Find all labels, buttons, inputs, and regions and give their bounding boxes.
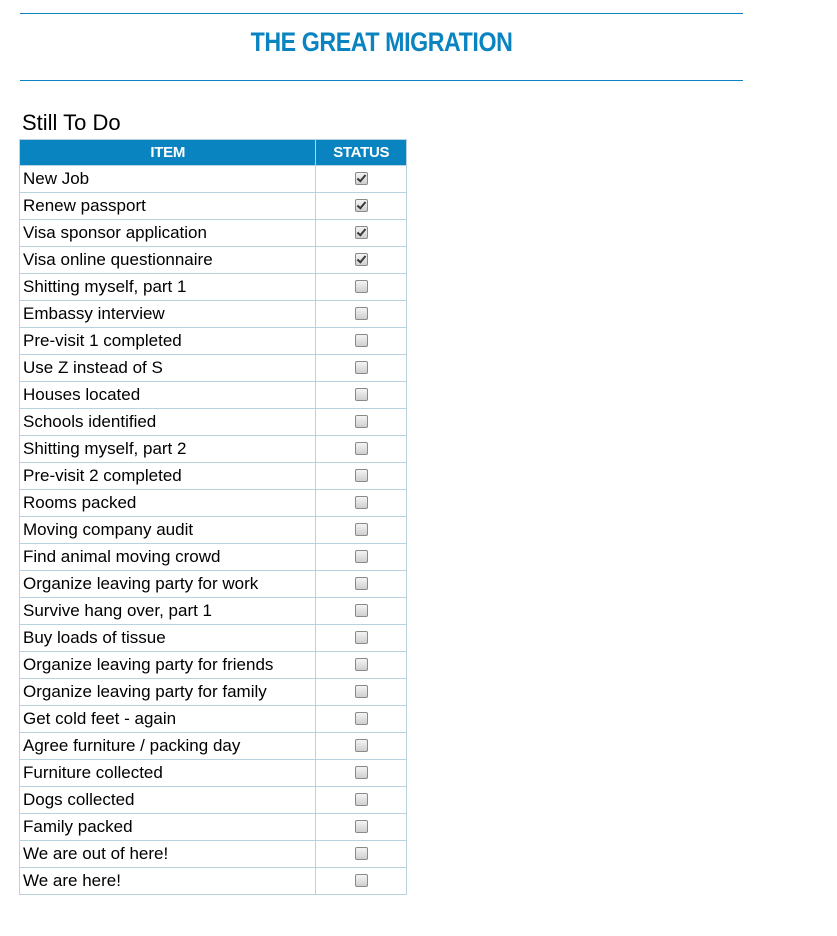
todo-table (19, 139, 407, 895)
item-label: Use Z instead of S (20, 355, 316, 382)
status-checkbox-unchecked[interactable] (355, 604, 368, 617)
status-cell (316, 625, 407, 652)
status-checkbox-unchecked[interactable] (355, 550, 368, 563)
status-cell (316, 814, 407, 841)
item-label: Schools identified (20, 409, 316, 436)
item-label: Embassy interview (20, 301, 316, 328)
item-label: Agree furniture / packing day (20, 733, 316, 760)
item-label: We are out of here! (20, 841, 316, 868)
table-row (20, 733, 407, 760)
table-row (20, 517, 407, 544)
item-label: Buy loads of tissue (20, 625, 316, 652)
status-cell (316, 463, 407, 490)
status-cell (316, 355, 407, 382)
item-label: Shitting myself, part 1 (20, 274, 316, 301)
table-row (20, 301, 407, 328)
table-row (20, 328, 407, 355)
item-label: Shitting myself, part 2 (20, 436, 316, 463)
status-cell (316, 787, 407, 814)
status-checkbox-unchecked[interactable] (355, 820, 368, 833)
status-checkbox-unchecked[interactable] (355, 523, 368, 536)
table-row (20, 193, 407, 220)
item-label: New Job (20, 166, 316, 193)
status-checkbox-unchecked[interactable] (355, 280, 368, 293)
table-row (20, 490, 407, 517)
column-header-status: STATUS (316, 140, 407, 166)
status-cell (316, 301, 407, 328)
item-label: Furniture collected (20, 760, 316, 787)
table-header-row (20, 140, 407, 166)
status-cell (316, 868, 407, 895)
table-row (20, 544, 407, 571)
status-checkbox-unchecked[interactable] (355, 739, 368, 752)
item-label: Organize leaving party for family (20, 679, 316, 706)
table-row (20, 706, 407, 733)
table-row (20, 598, 407, 625)
status-cell (316, 706, 407, 733)
status-checkbox-unchecked[interactable] (355, 577, 368, 590)
title-rule-top (20, 13, 743, 14)
status-checkbox-unchecked[interactable] (355, 442, 368, 455)
status-checkbox-unchecked[interactable] (355, 388, 368, 401)
status-cell (316, 841, 407, 868)
status-cell (316, 652, 407, 679)
item-label: Find animal moving crowd (20, 544, 316, 571)
item-label: Moving company audit (20, 517, 316, 544)
status-checkbox-unchecked[interactable] (355, 793, 368, 806)
table-row (20, 868, 407, 895)
item-label: Houses located (20, 382, 316, 409)
table-row (20, 166, 407, 193)
column-header-item: ITEM (20, 140, 316, 166)
item-label: Dogs collected (20, 787, 316, 814)
table-row (20, 355, 407, 382)
table-row (20, 652, 407, 679)
item-label: Organize leaving party for work (20, 571, 316, 598)
item-label: Visa online questionnaire (20, 247, 316, 274)
status-cell (316, 220, 407, 247)
status-cell (316, 679, 407, 706)
item-label: We are here! (20, 868, 316, 895)
table-row (20, 247, 407, 274)
status-checkbox-unchecked[interactable] (355, 685, 368, 698)
status-checkbox-unchecked[interactable] (355, 415, 368, 428)
table-row (20, 220, 407, 247)
status-checkbox-checked[interactable] (355, 199, 368, 212)
status-checkbox-unchecked[interactable] (355, 361, 368, 374)
status-cell (316, 571, 407, 598)
status-checkbox-unchecked[interactable] (355, 307, 368, 320)
status-checkbox-unchecked[interactable] (355, 712, 368, 725)
table-row (20, 760, 407, 787)
status-checkbox-unchecked[interactable] (355, 496, 368, 509)
status-cell (316, 382, 407, 409)
table-row (20, 571, 407, 598)
status-cell (316, 598, 407, 625)
item-label: Organize leaving party for friends (20, 652, 316, 679)
table-row (20, 679, 407, 706)
status-checkbox-unchecked[interactable] (355, 469, 368, 482)
status-cell (316, 733, 407, 760)
table-row (20, 274, 407, 301)
status-checkbox-unchecked[interactable] (355, 874, 368, 887)
status-cell (316, 760, 407, 787)
status-checkbox-checked[interactable] (355, 172, 368, 185)
status-cell (316, 517, 407, 544)
table-row (20, 841, 407, 868)
item-label: Pre-visit 2 completed (20, 463, 316, 490)
status-checkbox-unchecked[interactable] (355, 766, 368, 779)
page-title: THE GREAT MIGRATION (250, 27, 513, 57)
status-cell (316, 193, 407, 220)
status-cell (316, 490, 407, 517)
table-row (20, 382, 407, 409)
status-checkbox-unchecked[interactable] (355, 631, 368, 644)
table-row (20, 787, 407, 814)
item-label: Survive hang over, part 1 (20, 598, 316, 625)
status-cell (316, 274, 407, 301)
status-checkbox-unchecked[interactable] (355, 334, 368, 347)
item-label: Family packed (20, 814, 316, 841)
status-checkbox-unchecked[interactable] (355, 847, 368, 860)
status-checkbox-checked[interactable] (355, 253, 368, 266)
status-cell (316, 166, 407, 193)
item-label: Visa sponsor application (20, 220, 316, 247)
table-row (20, 625, 407, 652)
status-checkbox-unchecked[interactable] (355, 658, 368, 671)
item-label: Renew passport (20, 193, 316, 220)
table-row (20, 814, 407, 841)
table-row (20, 409, 407, 436)
title-rule-bottom (20, 80, 743, 81)
table-row (20, 463, 407, 490)
todo-table-body (20, 166, 407, 895)
status-cell (316, 436, 407, 463)
status-cell (316, 328, 407, 355)
status-cell (316, 409, 407, 436)
item-label: Pre-visit 1 completed (20, 328, 316, 355)
status-checkbox-checked[interactable] (355, 226, 368, 239)
item-label: Get cold feet - again (20, 706, 316, 733)
status-cell (316, 247, 407, 274)
section-heading: Still To Do (22, 110, 121, 135)
status-cell (316, 544, 407, 571)
table-row (20, 436, 407, 463)
item-label: Rooms packed (20, 490, 316, 517)
